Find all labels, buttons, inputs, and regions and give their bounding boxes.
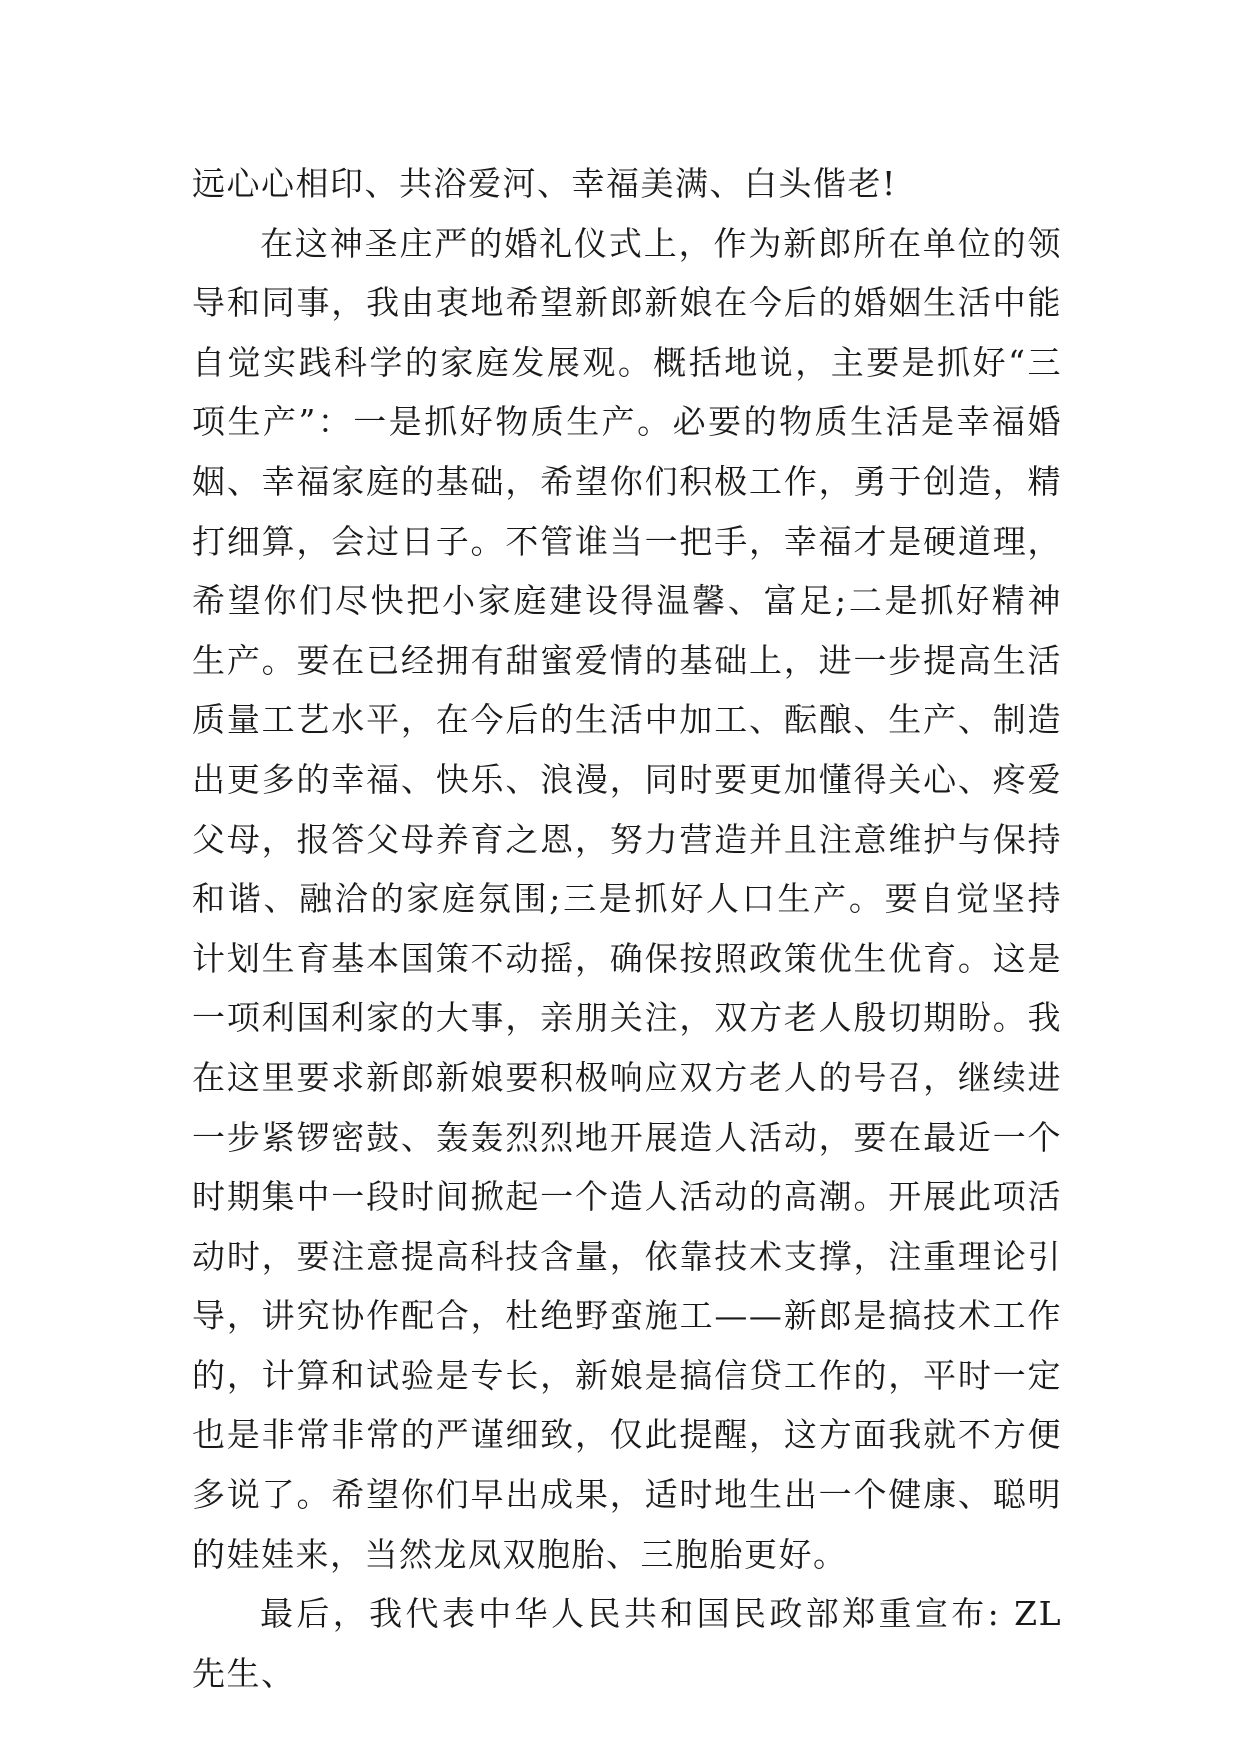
paragraph-three-productions: 在这神圣庄严的婚礼仪式上，作为新郎所在单位的领导和同事，我由衷地希望新郎新娘在今后的婚姻生活中能自觉实践科学的家庭发展观。概括地说，主要是抓好“三项生产”：一是抓好物质生产。必要的物质生活是幸福婚姻、幸福家庭的基础，希望你们积极工作，勇于创造，精打细算，会过日子。不管谁当一把手，幸福才是硬道理，希望你们尽快把小家庭建设得温馨、富足;二是抓好精神生产。要在已经拥有甜蜜爱情的基础上，进一步提高生活质量工艺水平，在今后的生活中加工、酝酿、生产、制造出更多的幸福、快乐、浪漫，同时要更加懂得关心、疼爱父母，报答父母养育之恩，努力营造并且注意维护与保持和谐、融洽的家庭氛围;三是抓好人口生产。要自觉坚持计划生育基本国策不动摇，确保按照政策优生优育。这是一项利国利家的大事，亲朋关注，双方老人殷切期盼。我在这里要求新郎新娘要积极响应双方老人的号召，继续进一步紧锣密鼓、轰轰烈烈地开展造人活动，要在最近一个时期集中一段时间掀起一个造人活动的高潮。开展此项活动时，要注意提高科技含量，依靠技术支撑，注重理论引导，讲究协作配合，杜绝野蛮施工——新郎是搞技术工作的，计算和试验是专长，新娘是搞信贷工作的，平时一定也是非常非常的严谨细致，仅此提醒，这方面我就不方便多说了。希望你们早出成果，适时地生出一个健康、聪明的娃娃来，当然龙凤双胞胎、三胞胎更好。 (192, 223, 1062, 1574)
paragraph-closing: 最后，我代表中华人民共和国民政部郑重宣布: ZL 先生、 (192, 1594, 1062, 1693)
paragraph-continuation: 远心心相印、共浴爱河、幸福美满、白头偕老! (192, 164, 897, 203)
document-body (192, 154, 1062, 1703)
